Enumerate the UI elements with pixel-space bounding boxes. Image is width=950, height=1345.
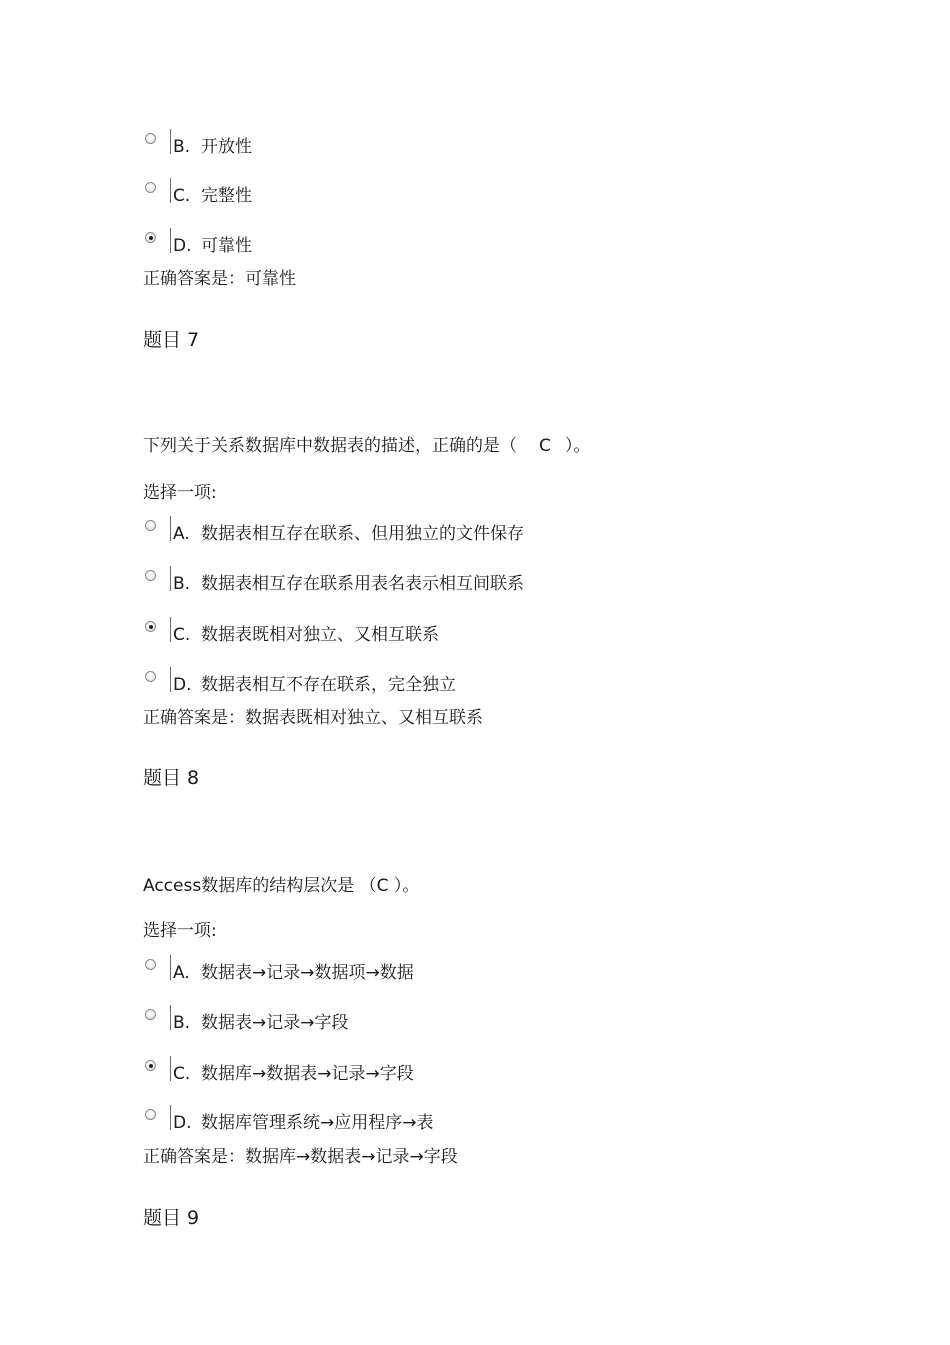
q7-prompt: 选择一项: (143, 483, 217, 503)
radio-button[interactable] (145, 959, 156, 970)
q7-stem-prefix: 下列关于关系数据库中数据表的描述，正确的是（ (143, 436, 517, 456)
option-letter: C. (173, 186, 191, 206)
option-text: 数据库→数据表→记录→字段 (201, 1064, 414, 1084)
q8-prompt: 选择一项: (143, 921, 217, 941)
option-text: 可靠性 (201, 236, 252, 256)
divider (170, 228, 171, 253)
radio-button[interactable] (145, 133, 156, 144)
option-letter: A. (173, 524, 190, 544)
option-letter: B. (173, 574, 191, 594)
q7-stem-suffix: ）。 (564, 436, 591, 456)
radio-button[interactable] (145, 520, 156, 531)
divider (170, 1105, 171, 1130)
option-text: 开放性 (201, 137, 252, 157)
option-letter: B. (173, 137, 191, 157)
option-text: 数据表相互存在联系、但用独立的文件保存 (201, 524, 524, 544)
radio-button-selected[interactable] (145, 621, 156, 632)
divider (170, 516, 171, 541)
q8-heading: 题目 8 (143, 767, 200, 789)
radio-button[interactable] (145, 570, 156, 581)
q7-stem (143, 435, 590, 457)
option-text: 完整性 (201, 186, 252, 206)
option-text: 数据表相互存在联系用表名表示相互间联系 (201, 574, 524, 594)
radio-button[interactable] (145, 671, 156, 682)
q7-correct-answer: 正确答案是：数据表既相对独立、又相互联系 (143, 708, 483, 728)
divider (170, 667, 171, 692)
option-text: 数据表既相对独立、又相互联系 (201, 625, 439, 645)
option-letter: A. (173, 963, 190, 983)
divider (170, 1056, 171, 1081)
radio-button-selected[interactable] (145, 232, 156, 243)
divider (170, 1005, 171, 1030)
option-text: 数据库管理系统→应用程序→表 (201, 1113, 434, 1133)
radio-button-selected[interactable] (145, 1060, 156, 1071)
radio-button[interactable] (145, 182, 156, 193)
divider (170, 178, 171, 203)
option-letter: B. (173, 1013, 191, 1033)
q7-stem-answer: C (539, 436, 551, 456)
radio-button[interactable] (145, 1009, 156, 1020)
option-letter: D. (173, 1113, 192, 1133)
q6-correct-answer: 正确答案是：可靠性 (143, 269, 296, 289)
q9-heading: 题目 9 (143, 1207, 200, 1229)
option-letter: C. (173, 625, 191, 645)
option-text: 数据表→记录→字段 (201, 1013, 349, 1033)
q8-correct-answer: 正确答案是：数据库→数据表→记录→字段 (143, 1147, 458, 1167)
option-text: 数据表→记录→数据项→数据 (201, 963, 414, 983)
option-letter: D. (173, 236, 192, 256)
radio-button[interactable] (145, 1109, 156, 1120)
divider (170, 955, 171, 980)
divider (170, 566, 171, 591)
option-letter: C. (173, 1064, 191, 1084)
q7-heading: 题目 7 (143, 329, 200, 351)
divider (170, 617, 171, 642)
option-letter: D. (173, 675, 192, 695)
option-text: 数据表相互不存在联系，完全独立 (201, 675, 456, 695)
divider (170, 129, 171, 154)
q8-stem: Access数据库的结构层次是 （C ）。 (143, 876, 420, 896)
